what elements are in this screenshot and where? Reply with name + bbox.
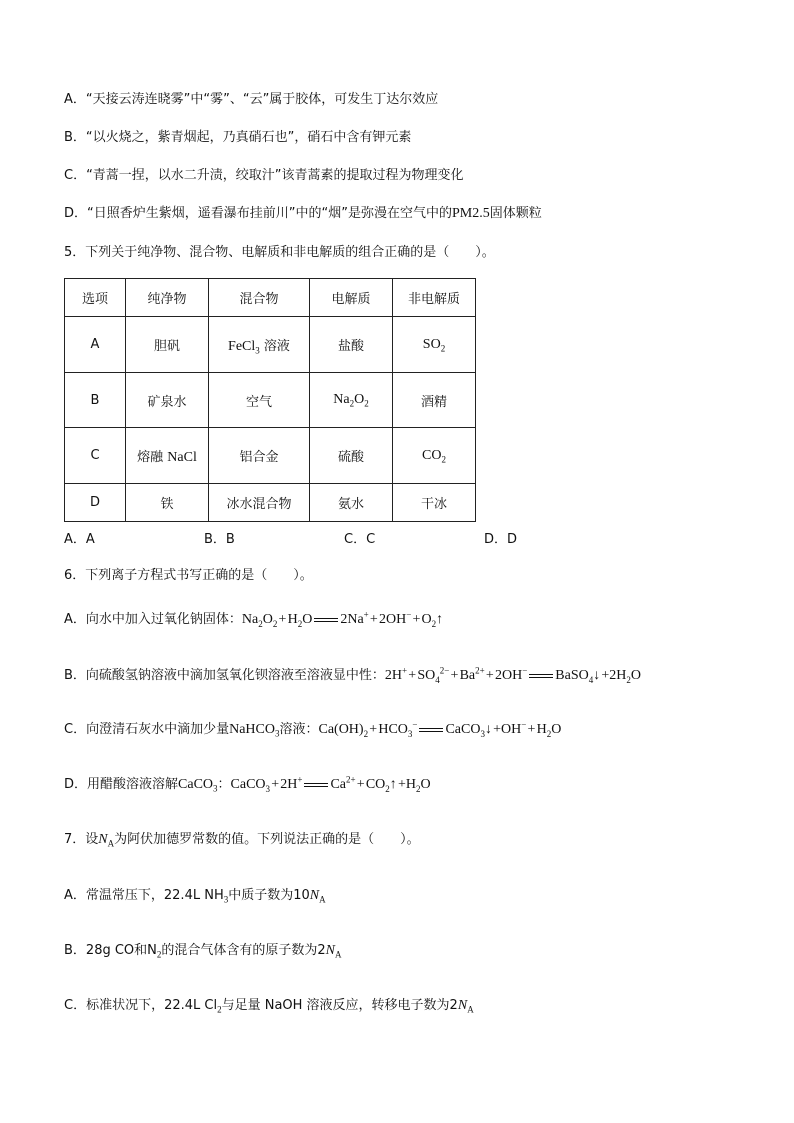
table-header: 非电解质 bbox=[393, 279, 476, 317]
q4-option-d-text: D．“日照香炉生紫烟，遥看瀑布挂前川”中的“烟”是弥漫在空气中的 bbox=[64, 206, 452, 221]
formula: Na bbox=[333, 392, 350, 407]
option-text: A．向水中加入过氧化钠固体： bbox=[64, 612, 242, 627]
q6-option-b bbox=[64, 665, 642, 685]
q4-option-a: A．“天接云涛连晓雾”中“雾”、“云”属于胶体，可发生丁达尔效应 bbox=[64, 92, 439, 107]
q6-option-c bbox=[64, 719, 562, 739]
q5-table bbox=[64, 278, 476, 522]
table-row bbox=[65, 484, 476, 522]
table-cell: 盐酸 bbox=[310, 317, 393, 373]
table-cell: 氨水 bbox=[310, 484, 393, 522]
option-text: 溶液： bbox=[279, 722, 319, 737]
q4-option-d bbox=[64, 206, 542, 222]
table-cell: 干冰 bbox=[393, 484, 476, 522]
reagent: NaHCO bbox=[229, 722, 275, 737]
q6-stem: 6．下列离子方程式书写正确的是（ ）。 bbox=[64, 568, 313, 583]
subscript: A bbox=[319, 894, 326, 905]
stem-text: 7．设 bbox=[64, 832, 99, 847]
subscript: 2 bbox=[441, 454, 446, 465]
option-text: C．标准状况下，22.4L Cl bbox=[64, 998, 218, 1013]
table-cell: 矿泉水 bbox=[126, 373, 209, 428]
q5-options bbox=[64, 528, 584, 547]
cell-text: 溶液 bbox=[263, 338, 290, 354]
q5-option-a: A．A bbox=[64, 532, 95, 547]
avogadro-symbol: N bbox=[457, 998, 468, 1013]
option-text: A．常温常压下，22.4L NH bbox=[64, 888, 224, 903]
q7-option-c bbox=[64, 998, 474, 1014]
table-header: 纯净物 bbox=[126, 279, 209, 317]
q4-option-d-pm: PM2.5 bbox=[451, 206, 490, 221]
option-text: 与足量 NaOH 溶液反应，转移电子数为2 bbox=[221, 998, 458, 1013]
formula: O bbox=[354, 392, 365, 407]
option-text: C．向澄清石灰水中滴加少量 bbox=[64, 722, 230, 737]
equation: CaCO$_3$ + 2H+ $Ca^{2+}$ + $CO_2↑$ $+H_2O$ bbox=[230, 774, 431, 794]
table-cell: 空气 bbox=[209, 373, 310, 428]
q7-option-a bbox=[64, 888, 326, 904]
equation: $Ca(OH)_2$ + $HCO_3^-$ CaCO$_3$↓ +OH− + $H_2O$ bbox=[318, 719, 562, 739]
subscript: 2 bbox=[364, 398, 369, 409]
subscript: A bbox=[335, 949, 342, 960]
q4-option-b: B．“以火烧之，紫青烟起，乃真硝石也”，硝石中含有钾元素 bbox=[64, 130, 412, 145]
reagent: CaCO bbox=[178, 777, 214, 792]
table-cell bbox=[310, 373, 393, 428]
table-cell: 铝合金 bbox=[209, 428, 310, 484]
q7-option-b bbox=[64, 943, 342, 959]
option-text: D．用醋酸溶液溶解 bbox=[64, 777, 179, 792]
table-cell: 硫酸 bbox=[310, 428, 393, 484]
table-cell: 胆矾 bbox=[126, 317, 209, 373]
option-text: B．向硫酸氢钠溶液中滴加氢氧化钡溶液至溶液显中性： bbox=[64, 668, 385, 683]
q4-option-c: C．“青蒿一捏，以水二升渍，绞取汁”该青蒿素的提取过程为物理变化 bbox=[64, 168, 464, 183]
option-text: ： bbox=[217, 777, 231, 792]
q6-option-a bbox=[64, 609, 444, 629]
subscript: 2 bbox=[156, 949, 162, 960]
subscript: A bbox=[467, 1004, 474, 1015]
subscript: 3 bbox=[213, 783, 218, 794]
subscript: 3 bbox=[255, 345, 260, 356]
avogadro-symbol: N bbox=[309, 888, 320, 903]
stem-text: 为阿伏加德罗常数的值。下列说法正确的是（ ）。 bbox=[114, 832, 420, 847]
option-text: B．28g CO和N bbox=[64, 943, 157, 958]
formula: NaCl bbox=[167, 449, 197, 465]
subscript: 2 bbox=[440, 343, 446, 354]
q6-option-d bbox=[64, 774, 431, 794]
table-cell: 酒精 bbox=[393, 373, 476, 428]
formula: FeCl bbox=[228, 338, 256, 354]
q5-option-c: C．C bbox=[344, 532, 376, 547]
table-cell: D bbox=[65, 484, 126, 522]
q4-option-d-tail: 固体颗粒 bbox=[489, 206, 542, 221]
avogadro-symbol: N bbox=[98, 832, 108, 847]
table-cell: A bbox=[65, 317, 126, 373]
formula: CO bbox=[422, 447, 442, 463]
table-cell bbox=[126, 428, 209, 484]
table-cell bbox=[209, 317, 310, 373]
table-header: 电解质 bbox=[310, 279, 393, 317]
table-row bbox=[65, 373, 476, 428]
avogadro-symbol: N bbox=[325, 943, 336, 958]
table-cell: B bbox=[65, 373, 126, 428]
option-text: 中质子数为10 bbox=[228, 888, 310, 903]
option-text: 的混合气体含有的原子数为2 bbox=[161, 943, 326, 958]
subscript: 3 bbox=[223, 894, 229, 905]
table-cell: 冰水混合物 bbox=[209, 484, 310, 522]
table-row bbox=[65, 317, 476, 373]
subscript: 2 bbox=[349, 398, 355, 409]
table-cell: C bbox=[65, 428, 126, 484]
equation: $Na_2O_2$ + $H_2O$ 2Na+ + 2OH− + $O_2↑$ bbox=[241, 609, 444, 629]
cell-text: 熔融 bbox=[137, 449, 164, 465]
table-row bbox=[65, 428, 476, 484]
table-header: 混合物 bbox=[209, 279, 310, 317]
table-header: 选项 bbox=[65, 279, 126, 317]
q5-stem: 5．下列关于纯净物、混合物、电解质和非电解质的组合正确的是（ ）。 bbox=[64, 245, 495, 260]
equation: 2H+ + $SO_4^{2-}$ + $Ba^{2+}$ + 2OH− BaSO$_4$↓ $+2H_2O$ bbox=[384, 665, 642, 685]
subscript: 3 bbox=[274, 728, 280, 739]
subscript: 2 bbox=[217, 1004, 222, 1015]
subscript: A bbox=[107, 838, 115, 849]
table-header-row bbox=[65, 279, 476, 317]
q7-stem bbox=[64, 832, 420, 848]
q5-option-b: B．B bbox=[204, 532, 235, 547]
q5-option-d: D．D bbox=[484, 532, 518, 547]
table-cell bbox=[393, 317, 476, 373]
table-cell bbox=[393, 428, 476, 484]
table-cell: 铁 bbox=[126, 484, 209, 522]
formula: SO bbox=[422, 336, 441, 352]
